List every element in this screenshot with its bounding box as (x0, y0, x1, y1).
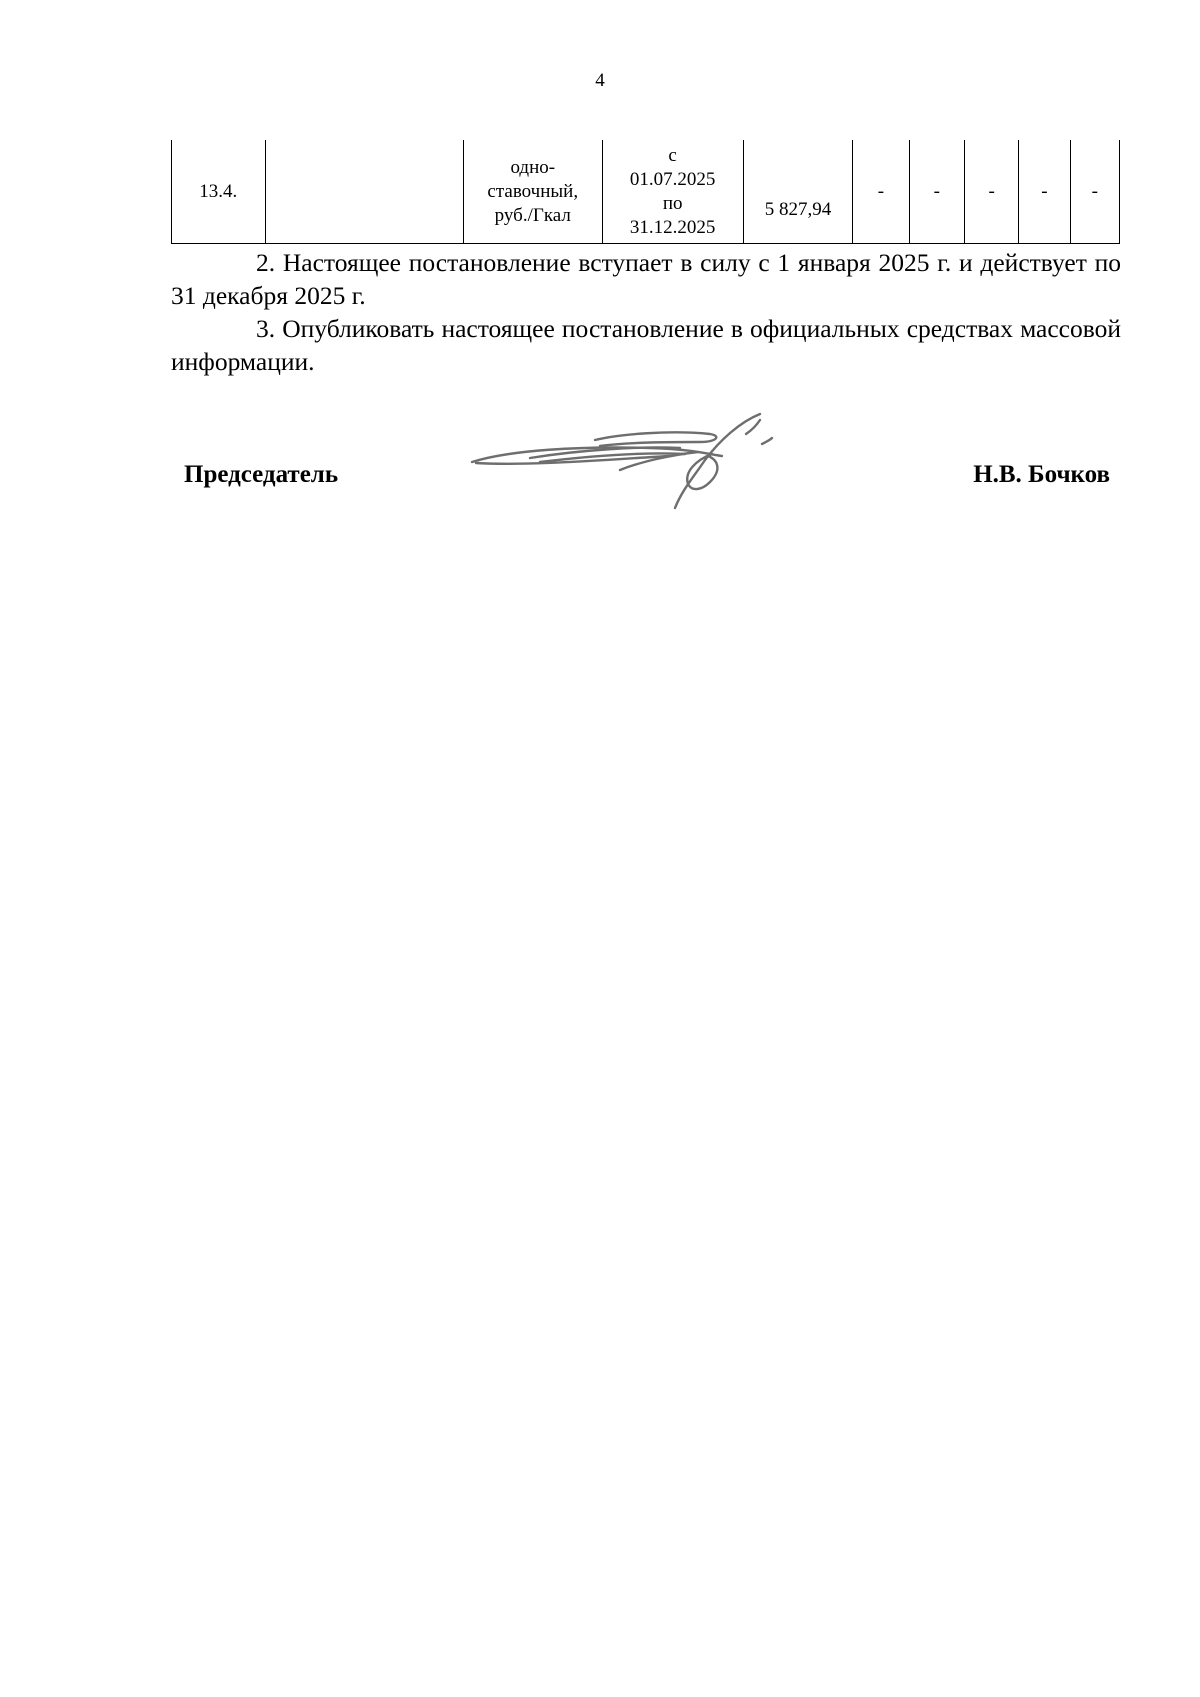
period-line: 31.12.2025 (629, 216, 716, 238)
table-row (172, 140, 1120, 244)
paragraph-text: 3. Опубликовать настоящее постановление в официальных средствах массовой информации. (171, 314, 1121, 376)
page-number: 4 (595, 70, 605, 91)
paragraph-text: 2. Настоящее постановление вступает в силу с 1 января 2025 г. и действует по 31 декабря 2025 г. (171, 248, 1121, 310)
paragraph-publication (171, 312, 1121, 378)
empty-value-cell: - (964, 140, 1018, 244)
signatory-name: Н.В. Бочков (973, 461, 1110, 488)
handwritten-signature (470, 410, 790, 520)
paragraph-effective-date (171, 246, 1121, 312)
tariff-table (171, 140, 1120, 244)
row-number: 13.4. (172, 140, 266, 244)
empty-value-cell: - (1019, 140, 1070, 244)
rate-type (463, 140, 602, 244)
rate-type-line: ставочный, (487, 180, 579, 202)
period-line: по (662, 192, 683, 214)
empty-value-cell: - (853, 140, 909, 244)
rate-type-line: руб./Гкал (494, 204, 571, 226)
row-name (265, 140, 463, 244)
signatory-title: Председатель (184, 461, 339, 488)
empty-value-cell: - (1070, 140, 1119, 244)
rate-value: 5 827,94 (743, 140, 853, 244)
rate-type-line: одно- (510, 156, 556, 178)
period-line: 01.07.2025 (629, 168, 716, 190)
period-line: с (668, 144, 677, 166)
period (602, 140, 743, 244)
empty-value-cell: - (909, 140, 964, 244)
